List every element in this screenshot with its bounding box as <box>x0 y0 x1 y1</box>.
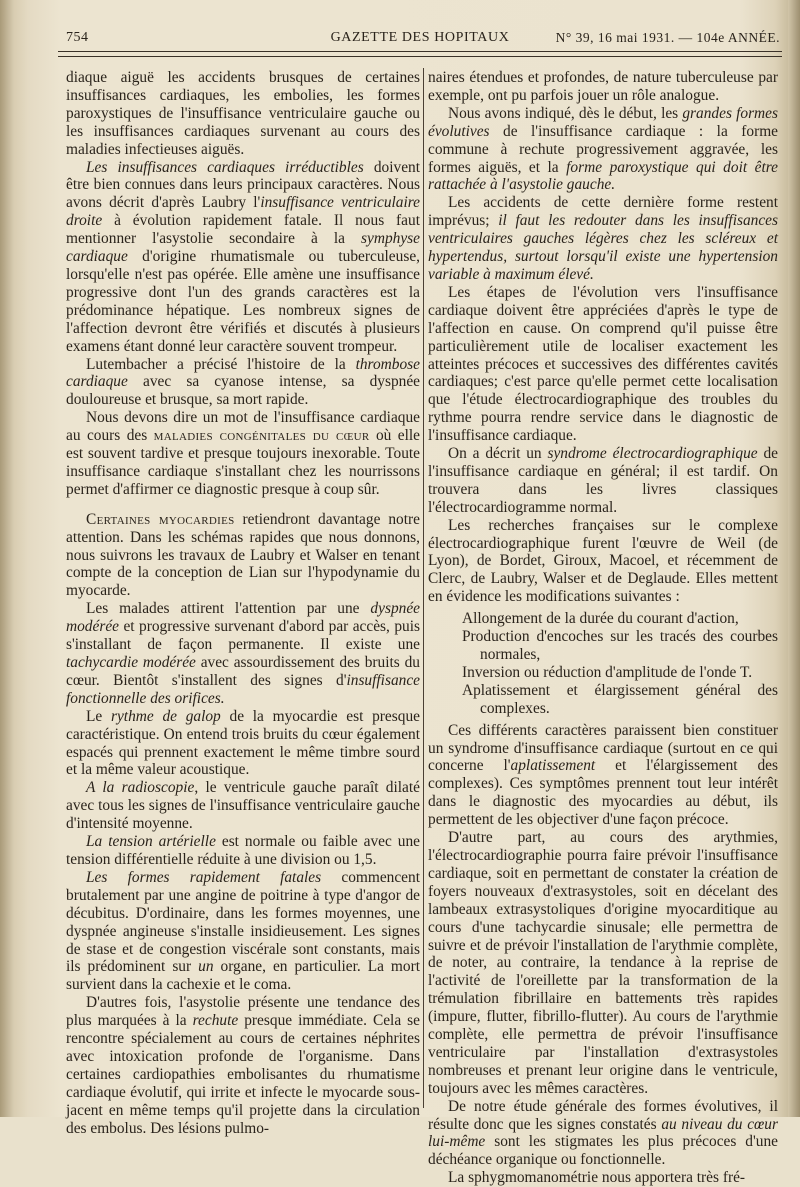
paragraph: Les étapes de l'évolution vers l'insuffisance cardiaque doivent être appréciées d'après le type de l'affection en cause. On comprend qu'il puisse être particulièrement utile de localiser exactement les atteintes précoces et successives des différentes cavités cardiaques; c'est parce qu'elle permet cette localisation que l'étude électrocardiographique des troubles du rythme pourra rendre service dans le diagnostic de l'insuffisance cardiaque. <box>428 283 778 445</box>
paragraph: A la radioscopie, le ventricule gauche paraît dilaté avec tous les signes de l'insuffisance ventriculaire gauche d'intensité moyenne. <box>66 779 420 833</box>
paragraph: Les recherches françaises sur le complexe électrocardiographique furent l'œuvre de Weil (de Lyon), de Bordet, Giroux, Macoel, et récemment de Clerc, de Laubry, Walser et de Deglaude. Elles mettent en évidence les modifications suivantes : <box>428 516 778 606</box>
right-column <box>428 69 778 1187</box>
header-rule-thin <box>58 56 782 57</box>
paragraph: La sphygmomanométrie nous apportera très fré- <box>448 1169 746 1187</box>
paragraph: Certaines myocardies retiendront davantage notre attention. Dans les schémas rapides que nous donnons, nous suivrons les travaux de Laubry et Walser en tenant compte de la conception de Lian sur l'hypodynamie du myocarde. <box>66 510 420 600</box>
paragraph: On a décrit un syndrome électrocardiographique de l'insuffisance cardiaque en général; il est tardif. On trouvera dans les livres classiques l'électrocardiogramme normal. <box>428 445 778 516</box>
paragraph: Le rythme de galop de la myocardie est presque caractéristique. On entend trois bruits du cœur également espacés qui prennent exactement le même timbre sourd et la même valeur acoustique. <box>66 707 420 779</box>
paragraph: Nous avons indiqué, dès le début, les grandes formes évolutives de l'insuffisance cardiaque : la forme commune à rechute progressivement aggravée, les formes aiguës, et la forme paroxystique qui doit être rattachée à l'asystolie gauche. <box>428 104 778 194</box>
list-item: Production d'encoches sur les tracés des courbes normales, <box>462 628 778 663</box>
paragraph: D'autre part, au cours des arythmies, l'électrocardiographie pourra faire prévoir l'insuffisance cardiaque, soit en permettant de constater la création de foyers nouveaux d'extrasystoles, soit en décelant des lambeaux extrasystoliques d'origine myocarditique au cours d'une tachycardie sinusale; elle permettra de suivre et de prévoir l'installation de l'arythmie complète, de noter, au contraire, la tendance à la reprise de l'activité de l'oreillette par la transformation de la trémulation fibrillaire en battements très rapides (impure, flutter, fibrillo-flutter). Au cours de l'arythmie complète, elle permettra de prévoir l'insuffisance ventriculaire par l'installation d'extrasystoles nombreuses et prenant leur origine dans le ventricule, toujours avec les mêmes caractères. <box>428 829 778 1097</box>
paragraph: La tension artérielle est normale ou faible avec une tension différentielle réduite à une division ou 1,5. <box>66 833 420 868</box>
paragraph: Les malades attirent l'attention par une dyspnée modérée et progressive survenant d'abord par accès, puis s'installant de façon permanente. Il existe une tachycardie modérée avec assourdissement des bruits du cœur. Bientôt s'installent des signes d'insuffisance fonctionnelle des orifices. <box>66 600 420 707</box>
paragraph: naires étendues et profondes, de nature tuberculeuse par exemple, ont pu parfois jouer un rôle analogue. <box>428 69 778 104</box>
page-header <box>58 28 782 50</box>
list-item: Aplatissement et élargissement général des complexes. <box>462 681 778 717</box>
issue-info: N° 39, 16 mai 1931. — 104e ANNÉE. <box>555 30 780 45</box>
list-item: Inversion ou réduction d'amplitude de l'onde T. <box>462 663 753 681</box>
left-column <box>66 69 420 1137</box>
paragraph: Les formes rapidement fatales commencent brutalement par une angine de poitrine à type d'angor de décubitus. D'ordinaire, dans les formes moyennes, une dyspnée angineuse s'installe insidieusement. Les signes de stase et de congestion viscérale sont constants, mais ils prédominent sur un organe, en particulier. La mort survient dans la cachexie et le coma. <box>66 868 420 994</box>
column-separator <box>423 68 424 1108</box>
publication-title: GAZETTE DES HOPITAUX <box>330 30 510 45</box>
page-left-edge <box>0 0 14 1117</box>
paragraph: diaque aiguë les accidents brusques de certaines insuffisances cardiaques, les embolies, les formes paroxystiques de l'insuffisance ventriculaire gauche ou les insuffisances cardiaques survenant au cours des maladies infectieuses aiguës. <box>66 69 420 158</box>
paragraph: Ces différents caractères paraissent bien constituer un syndrome d'insuffisance cardiaque (surtout en ce qui concerne l'aplatissement et l'élargissement des complexes). Ces symptômes prennent tout leur intérêt dans le diagnostic des myocardies au début, ils permettent de les objectiver d'une façon précoce. <box>428 721 779 829</box>
page-right-edge <box>788 0 800 1117</box>
list-item: Allongement de la durée du courant d'action, <box>462 610 739 628</box>
header-rule <box>58 51 782 52</box>
modifications-list <box>428 610 778 717</box>
paragraph: Nous devons dire un mot de l'insuffisance cardiaque au cours des maladies congénitales du cœur où elle est souvent tardive et presque toujours inexorable. Toute insuffisance cardiaque s'installant chez les nourrissons permet d'affirmer ce diagnostic presque à coup sûr. <box>66 409 420 498</box>
paragraph: D'autres fois, l'asystolie présente une tendance des plus marquées à la rechute presque immédiate. Cela se rencontre spécialement au cours de certaines néphrites avec intoxication profonde de l'organisme. Dans certaines cardiopathies embolisantes du rhumatisme cardiaque évolutif, qui irrite et infecte le myocarde sous-jacent en même temps qu'il projette dans la circulation des embolus. Des lésions pulmo- <box>66 994 420 1137</box>
paragraph: Les insuffisances cardiaques irréductibles doivent être bien connues dans leurs principaux caractères. Nous avons décrit d'après Laubry l'insuffisance ventriculaire droite à évolution rapidement fatale. Il nous faut mentionner l'asystolie secondaire à la symphyse cardiaque d'origine rhumatismale ou tuberculeuse, lorsqu'elle n'est pas opérée. Elle amène une insuffisance progressive dont l'un des grands caractères est la prédominance hépatique. Les nombreux signes de l'affection devront être vérifiés et discutés à plusieurs examens étant donné leur caractère souvent trompeur. <box>66 158 421 355</box>
paragraph: De notre étude générale des formes évolutives, il résulte donc que les signes constatés au niveau du cœur lui-même sont les stigmates les plus précoces d'une déchéance organique ou fonctionnelle. <box>428 1097 778 1169</box>
paragraph: Lutembacher a précisé l'histoire de la thrombose cardiaque avec sa cyanose intense, sa dyspnée douloureuse et brusque, sa mort rapide. <box>66 355 420 409</box>
page-number: 754 <box>66 30 89 45</box>
paragraph: Les accidents de cette dernière forme restent imprévus; il faut les redouter dans les insuffisances ventriculaires gauches légères chez les scléreux et hypertendus, surtout lorsqu'il existe une hypertension variable à maximum élevé. <box>428 194 778 283</box>
